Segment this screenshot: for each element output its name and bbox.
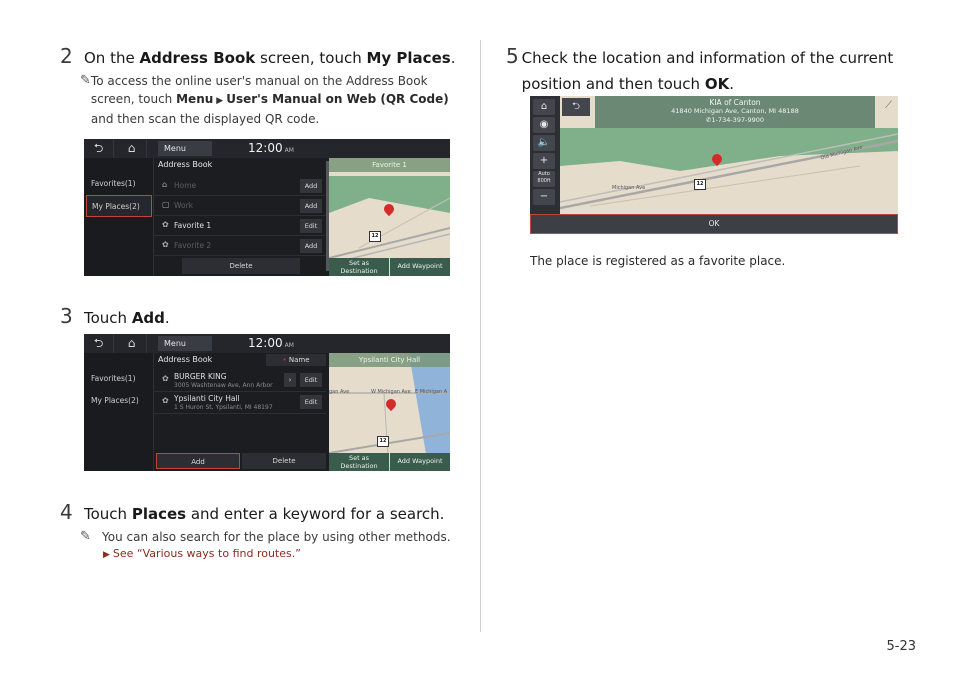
note-text: To access the online user's manual on the Address Book screen, touch Menu ▶ User's Manual on Web (QR Code) and then scan the displayed QR code.	[90, 74, 449, 126]
place-address: 41840 Michigan Ave, Canton, MI 48188	[671, 107, 799, 115]
nav-favorites[interactable]: Favorites(1)	[91, 374, 136, 383]
delete-button[interactable]: Delete	[242, 453, 326, 469]
place-title: KIA of Canton	[709, 98, 761, 107]
triangle-right-icon: ▶	[216, 96, 224, 106]
step-text: Touch Add.	[84, 309, 170, 327]
pencil-icon: ✎	[80, 529, 91, 544]
step-3	[60, 304, 170, 330]
home-icon[interactable]: ⌂	[533, 99, 555, 115]
edit-button[interactable]: Edit	[300, 219, 322, 233]
add-button[interactable]: Add	[300, 199, 322, 213]
list-title: Address Book	[158, 160, 213, 169]
map-title: Favorite 1	[329, 158, 450, 172]
add-button[interactable]: Add	[300, 179, 322, 193]
place-phone: ✆1-734-397-9900	[706, 116, 764, 124]
step-text: Check the location and information of the current position and then touch OK.	[521, 49, 894, 93]
favorite-pin-icon: ✿	[162, 374, 169, 383]
nav-my-places[interactable]: My Places(2)	[91, 396, 139, 405]
clock: 12:00 AM	[248, 336, 294, 350]
phone-icon: ✆	[706, 116, 712, 124]
auto-scale-button[interactable]: Auto 800ft	[533, 171, 555, 187]
clock: 12:00 AM	[248, 141, 294, 155]
step-number: 2	[60, 44, 73, 68]
favorite-pin-icon: ✿	[162, 396, 169, 405]
top-bar	[84, 139, 450, 158]
route-icon[interactable]: ⟋	[885, 100, 892, 111]
add-waypoint-button[interactable]: Add Waypoint	[390, 453, 450, 471]
delete-button[interactable]: Delete	[182, 258, 300, 274]
step-4	[60, 500, 444, 526]
step-text: On the Address Book screen, touch My Places.	[84, 49, 456, 67]
map-view[interactable]: Ypsilanti City Hall gan Ave W Michigan Ave E Michigan A 12 Set as Destination Add Waypoint	[329, 353, 450, 471]
zoom-out-icon[interactable]: −	[533, 189, 555, 205]
list-item[interactable]: ✿ Favorite 2 Add	[154, 236, 326, 256]
list-item[interactable]: ▢ Work Add	[154, 196, 326, 216]
chevron-right-icon[interactable]: ›	[284, 373, 296, 387]
route-shield: 12	[377, 436, 389, 447]
home-icon[interactable]: ⌂	[117, 334, 147, 353]
see-also-link[interactable]: ▶ See “Various ways to find routes.”	[103, 547, 301, 560]
page-number: 5-23	[886, 639, 916, 654]
back-icon[interactable]: ⮌	[562, 98, 590, 116]
set-as-destination-button[interactable]: Set as Destination	[329, 453, 389, 471]
list-item[interactable]: ✿ Favorite 1 Edit	[154, 216, 326, 236]
edit-button[interactable]: Edit	[300, 395, 322, 409]
screenshot-address-book-my-places	[84, 334, 450, 471]
triangle-right-icon: ▶	[103, 550, 110, 560]
note-qr-code	[80, 72, 450, 128]
nav-my-places[interactable]: My Places(2)	[86, 195, 152, 217]
briefcase-icon: ▢	[162, 200, 170, 209]
list-title: Address Book	[158, 355, 213, 364]
home-icon[interactable]: ⌂	[117, 139, 147, 158]
top-bar	[84, 334, 450, 353]
step-number: 4	[60, 500, 73, 524]
step-number: 3	[60, 304, 73, 328]
step-2	[60, 44, 455, 70]
zoom-in-icon[interactable]: +	[533, 153, 555, 169]
speaker-icon[interactable]: 🔈	[533, 135, 555, 151]
list-item[interactable]: ✿ BURGER KING 3005 Washtenaw Ave, Ann Arbor › Edit	[154, 370, 326, 392]
note-other-methods: ✎ You can also search for the place by using other methods.	[80, 529, 451, 544]
pencil-icon: ✎	[80, 73, 91, 88]
list-item[interactable]: ⌂ Home Add	[154, 176, 326, 196]
map-title: Ypsilanti City Hall	[329, 353, 450, 367]
list-item[interactable]: ✿ Ypsilanti City Hall 1 S Huron St, Ypsilanti, MI 48197 Edit	[154, 392, 326, 414]
compass-icon[interactable]: ◉	[533, 117, 555, 133]
place-info-panel	[595, 96, 875, 128]
back-icon[interactable]: ⮌	[84, 334, 114, 353]
step-text: Touch Places and enter a keyword for a search.	[84, 505, 445, 523]
edit-button[interactable]: Edit	[300, 373, 322, 387]
step-5	[506, 44, 906, 97]
favorite-pin-icon: ✿	[162, 240, 169, 249]
category-nav	[84, 353, 154, 471]
screenshot-address-book-favorites	[84, 139, 450, 276]
nav-favorites[interactable]: Favorites(1)	[91, 179, 136, 188]
add-button[interactable]: Add	[300, 239, 322, 253]
add-button[interactable]: Add	[156, 453, 240, 469]
route-shield: 12	[369, 231, 381, 242]
column-divider	[480, 40, 481, 632]
route-shield: 12	[694, 179, 706, 190]
favorite-pin-icon: ✿	[162, 220, 169, 229]
back-icon[interactable]: ⮌	[84, 139, 114, 158]
map-view[interactable]	[329, 158, 450, 276]
caption: The place is registered as a favorite place.	[530, 254, 786, 268]
sort-button[interactable]: • Name	[266, 354, 326, 366]
category-nav	[84, 158, 154, 276]
add-waypoint-button[interactable]: Add Waypoint	[390, 258, 450, 276]
screenshot-place-info: ⌂ ◉ 🔈 + Auto 800ft − ⮌ KIA of Canton 41840 Michigan Ave, Canton, MI 48188 ✆1-734-397-9900 ⟋ 12 Michigan Ave Old Michigan Ave OK	[530, 96, 898, 234]
menu-button[interactable]: Menu	[158, 141, 212, 156]
ok-button[interactable]: OK	[530, 214, 898, 234]
set-as-destination-button[interactable]: Set as Destination	[329, 258, 389, 276]
home-icon: ⌂	[162, 180, 168, 189]
menu-button[interactable]: Menu	[158, 336, 212, 351]
pin-icon: •	[282, 356, 287, 364]
step-number: 5	[506, 44, 519, 68]
